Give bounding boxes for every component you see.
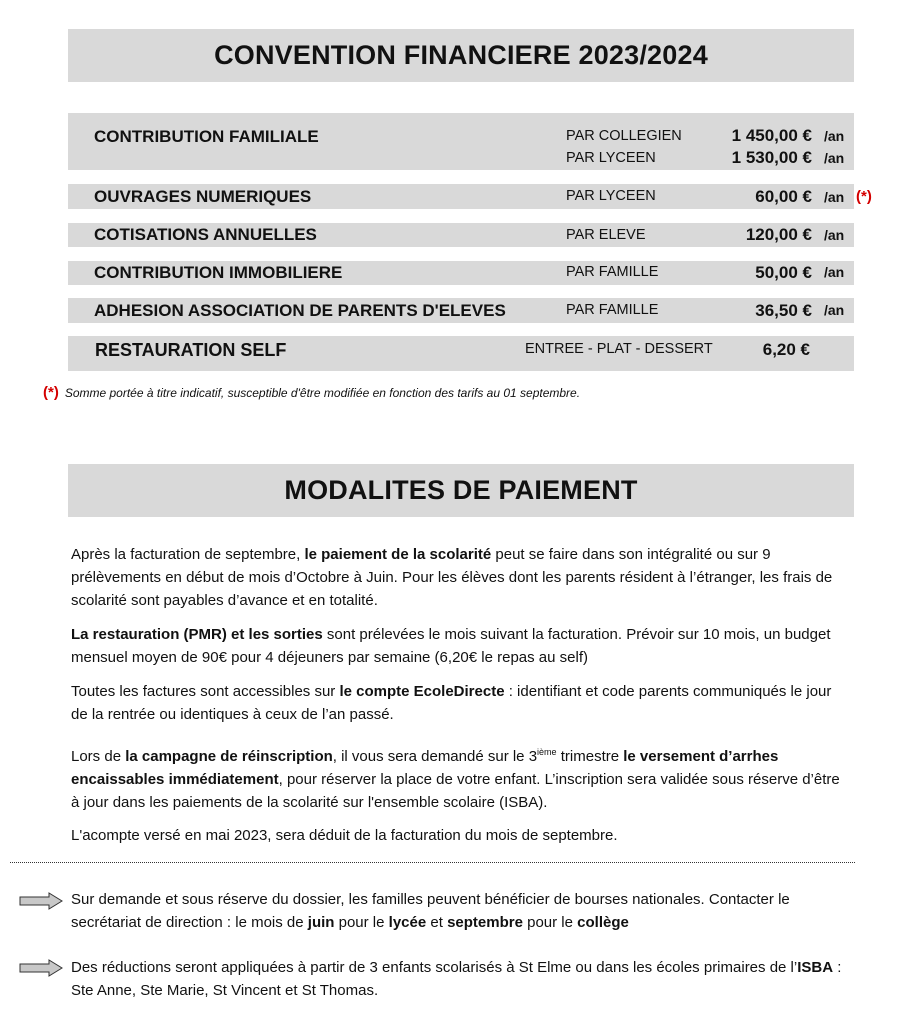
text-run: peut se faire dans son intégralité ou sur 9 prélèvements en début de mois d’Octobre à Juin. Pour les élèves dont les parents résident à l’étranger, les frais de scolarité sont payables d’avance et en totalité. [71, 546, 833, 609]
text-run-bold: le compte EcoleDirecte [339, 683, 505, 700]
fee-per: PAR ELEVE [566, 227, 646, 243]
text-run: , il vous sera demandé sur le 3 [332, 748, 538, 765]
arrow-right-icon [19, 892, 63, 910]
fee-unit: /an [824, 189, 845, 205]
text-run-bold: le paiement de la scolarité [304, 546, 492, 563]
footnote-text: Somme portée à titre indicatif, susceptible d'être modifiée en fonction des tarifs au 01 septembre. [64, 386, 581, 400]
text-run-bold: ISBA [797, 959, 834, 976]
fee-unit: /an [824, 302, 845, 318]
fee-per: ENTREE - PLAT - DESSERT [525, 341, 713, 357]
paragraph [71, 680, 851, 726]
fee-amount: 6,20 € [762, 340, 810, 359]
paragraph [71, 741, 851, 814]
text-run-bold: collège [577, 914, 629, 931]
fee-amount: 1 530,00 € [731, 148, 812, 167]
fee-per: PAR FAMILLE [566, 264, 659, 280]
fee-amount: 120,00 € [745, 225, 812, 244]
text-run: et [426, 914, 448, 931]
fee-label: OUVRAGES NUMERIQUES [94, 187, 312, 206]
fee-unit: /an [824, 227, 845, 243]
fee-label: COTISATIONS ANNUELLES [94, 225, 317, 244]
fee-amount: 1 450,00 € [731, 126, 812, 145]
fee-unit: /an [824, 150, 845, 166]
convention-title-band [68, 29, 854, 82]
arrow-right-icon [19, 959, 63, 977]
text-run: Toutes les factures sont accessibles sur [71, 683, 340, 700]
paiement-title: MODALITES DE PAIEMENT [284, 475, 638, 505]
text-run-bold: septembre [447, 914, 523, 931]
footnote-mark: (*) [43, 384, 59, 401]
text-run: Après la facturation de septembre, [71, 546, 305, 563]
fee-label: RESTAURATION SELF [95, 340, 287, 360]
note-bourses [71, 888, 851, 934]
fee-unit: /an [824, 264, 845, 280]
text-run: trimestre [556, 748, 624, 765]
fee-amount: 50,00 € [755, 263, 812, 282]
fee-amount: 60,00 € [755, 187, 812, 206]
text-superscript: ième [537, 747, 557, 757]
paiement-title-band [68, 464, 854, 517]
paragraph: L'acompte versé en mai 2023, sera déduit de la facturation du mois de septembre. [71, 827, 618, 844]
note-reductions [71, 956, 851, 1002]
convention-title: CONVENTION FINANCIERE 2023/2024 [214, 40, 708, 70]
text-run: Des réductions seront appliquées à partir de 3 enfants scolarisés à St Elme ou dans les écoles primaires de l’ [71, 959, 798, 976]
fee-per: PAR COLLEGIEN [566, 128, 682, 144]
text-run: Lors de [71, 748, 126, 765]
text-run: pour le [334, 914, 389, 931]
text-run-bold: La restauration (PMR) et les sorties [71, 626, 323, 643]
paragraph [71, 623, 851, 669]
fee-per: PAR LYCEEN [566, 150, 656, 166]
text-run: pour le [522, 914, 578, 931]
text-run-bold: juin [307, 914, 335, 931]
text-run-bold: le versement d’arrhes encaissables immédiatement [71, 748, 779, 788]
paragraph [71, 543, 851, 612]
footnote [43, 384, 580, 401]
fee-label: ADHESION ASSOCIATION DE PARENTS D'ELEVES [94, 301, 506, 320]
text-run: : identifiant et code parents communiqués le jour de la rentrée ou identiques à ceux de l’an passé. [71, 683, 832, 723]
fee-unit: /an [824, 128, 845, 144]
text-run-bold: la campagne de réinscription [125, 748, 333, 765]
fee-per: PAR LYCEEN [566, 188, 656, 204]
text-run: Sur demande et sous réserve du dossier, les familles peuvent bénéficier de bourses nationales. Contacter le secrétariat de direction : le mois de [71, 891, 790, 931]
fee-label: CONTRIBUTION FAMILIALE [94, 127, 319, 146]
text-run: : Ste Anne, Ste Marie, St Vincent et St Thomas. [71, 959, 842, 999]
text-run: sont prélevées le mois suivant la facturation. Prévoir sur 10 mois, un budget mensuel moyen de 90€ pour 4 déjeuners par semaine (6,20€ le repas au self) [71, 626, 831, 666]
footnote-mark: (*) [856, 188, 872, 205]
fee-amount: 36,50 € [755, 301, 812, 320]
fee-per: PAR FAMILLE [566, 302, 659, 318]
dotted-divider [10, 862, 855, 863]
fee-label: CONTRIBUTION IMMOBILIERE [94, 263, 343, 282]
text-run: , pour réserver la place de votre enfant. L’inscription sera validée sous réserve d’être à jour dans les paiements de la scolarité sur l'ensemble scolaire (ISBA). [71, 771, 840, 811]
text-run-bold: lycée [388, 914, 427, 931]
